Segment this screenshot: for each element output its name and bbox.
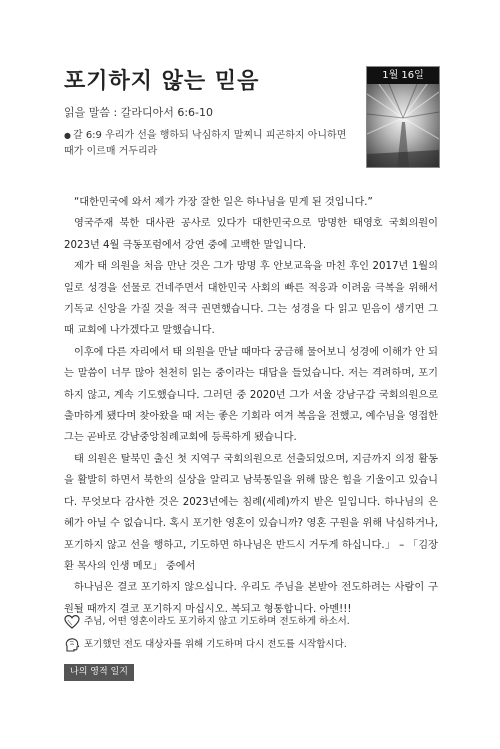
date-label: 1월 16일 — [367, 67, 439, 84]
body-paragraph: 이후에 다른 자리에서 태 의원을 만날 때마다 궁금해 물어보니 성경에 이해가 안 되는 말씀이 너무 많아 천천히 읽는 중이라는 대답을 들었습니다. 저는 격려하며, 포기하지 않고, 계속 기도했습니다. 그러던 중 2020년 그가 서울 강남구갑 국회의원으로 출마하게 됐다며 찾아왔을 때 저는 좋은 기회라 여겨 복음을 전했고, 예수님을 영접한 그는 곧바로 강남중앙침례교회에 등록하게 됐습니다. — [64, 346, 438, 444]
date-photo-box — [366, 66, 440, 168]
body-paragraph: 태 의원은 탈북민 출신 첫 지역구 국회의원으로 선출되었으며, 지금까지 의정 활동을 활발히 하면서 북한의 실상을 알리고 남북통일을 위해 많은 힘을 기울이고 있습니다. 무엇보다 감사한 것은 2023년에는 침례(세례)까지 받은 일입니다. 하나님의 은혜가 아닐 수 없습니다. 혹시 포기한 영혼이 있습니까? 영혼 구원을 위해 낙심하거나, 포기하지 않고 선을 행하고, 기도하면 하나님은 반드시 거두게 하십니다.」 – 「김장환 목사의 인생 메모」 중에서 — [64, 453, 438, 572]
key-verse — [64, 128, 356, 160]
body-paragraph: 영국주재 북한 대사관 공사로 있다가 대한민국으로 망명한 태영호 국회의원이 2023년 4월 극동포럼에서 강연 중에 고백한 말입니다. — [64, 218, 438, 251]
action-note — [64, 635, 444, 655]
page-title: 포기하지 않는 믿음 — [64, 69, 260, 94]
heart-icon — [64, 614, 80, 630]
bullet-icon: ● — [64, 131, 71, 140]
notes-section — [64, 612, 444, 658]
body-paragraph: “대한민국에 와서 제가 가장 잘한 일은 하나님을 믿게 된 것입니다.” — [74, 197, 373, 208]
head-icon — [64, 637, 80, 653]
prayer-text: 주님, 어떤 영혼이라도 포기하지 않고 기도하며 전도하게 하소서. — [84, 616, 350, 627]
devotional-body — [64, 192, 438, 620]
scripture-reference: 읽을 말씀 : 갈라디아서 6:6-10 — [64, 106, 213, 119]
spiritual-diary-label: 나의 영적 일지 — [64, 664, 134, 681]
body-paragraph: 하나님은 결코 포기하지 않으십니다. 우리도 주님을 본받아 전도하려는 사람이 구원될 때까지 결코 포기하지 마십시오. 복되고 형통합니다. 아멘!!! — [64, 582, 438, 615]
motion-blur-road-photo — [367, 84, 439, 167]
prayer-note — [64, 612, 444, 632]
action-text: 포기했던 전도 대상자를 위해 기도하며 다시 전도를 시작합시다. — [84, 639, 347, 650]
body-paragraph: 제가 태 의원을 처음 만난 것은 그가 망명 후 안보교육을 마친 후인 2017년 1월의 일로 성경을 선물로 건네주면서 대한민국 사회의 빠른 적응과 이려움 극복을 위해서 기독교 신앙을 가질 것을 적극 권면했습니다. 그는 성경을 다 읽고 믿음이 생기면 그때 교회에 나가겠다고 말했습니다. — [64, 261, 438, 337]
key-verse-text: 갈 6:9 우리가 선을 행하되 낙심하지 말찌니 피곤하지 아니하면 때가 이르매 거두리라 — [64, 130, 347, 157]
